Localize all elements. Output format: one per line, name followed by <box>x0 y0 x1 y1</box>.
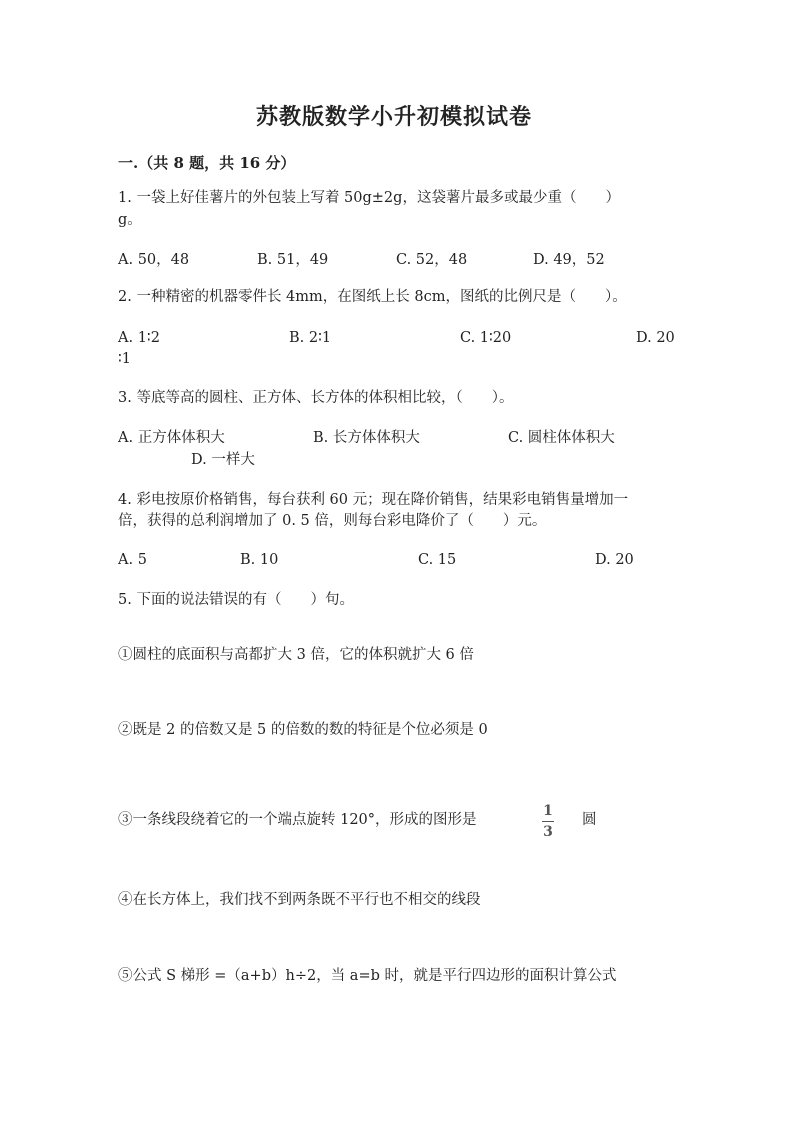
question-2-option-d: D. 20 <box>636 330 675 346</box>
question-4-option-b: B. 10 <box>240 552 279 568</box>
question-1-line-2: g。 <box>118 212 142 228</box>
fraction-denominator: 3 <box>543 824 553 840</box>
question-4-option-a: A. 5 <box>118 552 147 568</box>
statement-4: ④在长方体上，我们找不到两条既不平行也不相交的线段 <box>118 892 481 908</box>
statement-1: ①圆柱的底面积与高都扩大 3 倍，它的体积就扩大 6 倍 <box>118 647 474 663</box>
question-2-text: 2. 一种精密的机器零件长 4mm，在图纸上长 8cm，图纸的比例尺是（ ）。 <box>118 289 627 305</box>
question-1-option-a: A. 50，48 <box>118 252 190 268</box>
section-heading: 一.（共 8 题，共 16 分） <box>118 154 296 172</box>
fraction-numerator: 1 <box>543 803 553 819</box>
question-4-line-1: 4. 彩电按原价格销售，每台获利 60 元；现在降价销售，结果彩电销售量增加一 <box>118 492 629 508</box>
question-3-text: 3. 等底等高的圆柱、正方体、长方体的体积相比较，（ ）。 <box>118 390 514 406</box>
question-2-option-b: B. 2∶1 <box>289 330 332 346</box>
page-title: 苏教版数学小升初模拟试卷 <box>256 104 533 130</box>
question-1-option-b: B. 51，49 <box>257 252 329 268</box>
question-1-option-d: D. 49，52 <box>533 252 605 268</box>
statement-3-text: ③一条线段绕着它的一个端点旋转 120°，形成的图形是 <box>118 812 477 828</box>
question-3-option-c: C. 圆柱体体积大 <box>508 430 615 446</box>
question-3-option-a: A. 正方体体积大 <box>118 430 225 446</box>
fraction-one-third <box>542 803 554 840</box>
statement-3-suffix: 圆 <box>582 812 597 828</box>
fraction-bar <box>542 821 554 822</box>
question-3-option-b: B. 长方体体积大 <box>313 430 420 446</box>
question-2-option-a: A. 1∶2 <box>118 330 160 346</box>
question-2-option-c: C. 1∶20 <box>460 330 512 346</box>
question-1-line-1: 1. 一袋上好佳薯片的外包装上写着 50g±2g，这袋薯片最多或最少重（ ） <box>118 190 620 206</box>
question-4-option-d: D. 20 <box>595 552 634 568</box>
question-2-option-d-continued: ∶1 <box>118 351 131 367</box>
question-5-text: 5. 下面的说法错误的有（ ）句。 <box>118 592 354 608</box>
question-3-option-d: D. 一样大 <box>191 452 255 468</box>
statement-5: ⑤公式 S 梯形 =（a+b）h÷2，当 a=b 时，就是平行四边形的面积计算公式 <box>118 968 617 984</box>
question-4-option-c: C. 15 <box>418 552 457 568</box>
question-4-line-2: 倍，获得的总利润增加了 0. 5 倍，则每台彩电降价了（ ）元。 <box>118 513 547 529</box>
question-1-option-c: C. 52，48 <box>396 252 468 268</box>
statement-2: ②既是 2 的倍数又是 5 的倍数的数的特征是个位必须是 0 <box>118 722 488 738</box>
